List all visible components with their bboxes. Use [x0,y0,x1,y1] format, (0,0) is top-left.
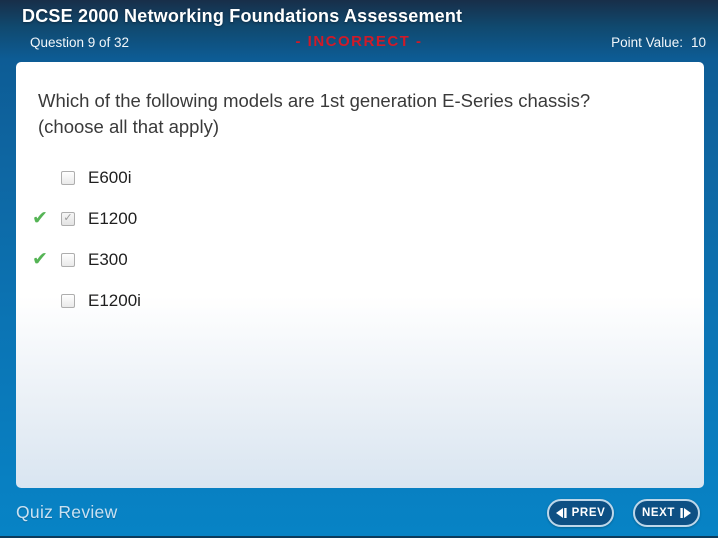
question-progress: Question 9 of 32 [30,35,130,50]
option-checkbox[interactable] [61,253,75,267]
page-title: DCSE 2000 Networking Foundations Assessement [22,6,463,26]
option-label: E300 [88,249,128,269]
answer-option-row [32,239,141,280]
correct-check-icon: ✔ [32,208,48,229]
answer-option-row [32,157,141,198]
status-badge: - INCORRECT - [295,33,423,50]
prev-button[interactable] [547,499,614,527]
navigation-controls [547,499,700,527]
answer-option-row [32,280,141,321]
next-button-label: NEXT [641,507,676,519]
step-prev-icon [556,508,567,518]
option-label: E1200 [88,208,138,228]
correct-check-icon: ✔ [32,249,48,270]
option-checkbox[interactable] [61,171,75,185]
next-button[interactable] [633,499,700,527]
step-next-icon [680,508,691,518]
question-text [38,88,683,140]
question-card [16,62,704,488]
option-checkbox[interactable] [61,294,75,308]
answer-options [32,157,141,321]
point-value-label: Point Value: [611,35,683,50]
quiz-review-label: Quiz Review [16,502,118,522]
question-text-line-2: (choose all that apply) [38,116,219,137]
question-text-line-1: Which of the following models are 1st generation E-Series chassis? [38,90,591,111]
question-header-bar [0,33,718,55]
option-checkbox[interactable]: ✓ [61,212,75,226]
prev-button-label: PREV [571,507,606,519]
answer-option-row [32,198,141,239]
point-value [611,35,706,50]
option-label: E600i [88,167,132,187]
option-label: E1200i [88,290,141,310]
point-value-number: 10 [690,35,706,50]
